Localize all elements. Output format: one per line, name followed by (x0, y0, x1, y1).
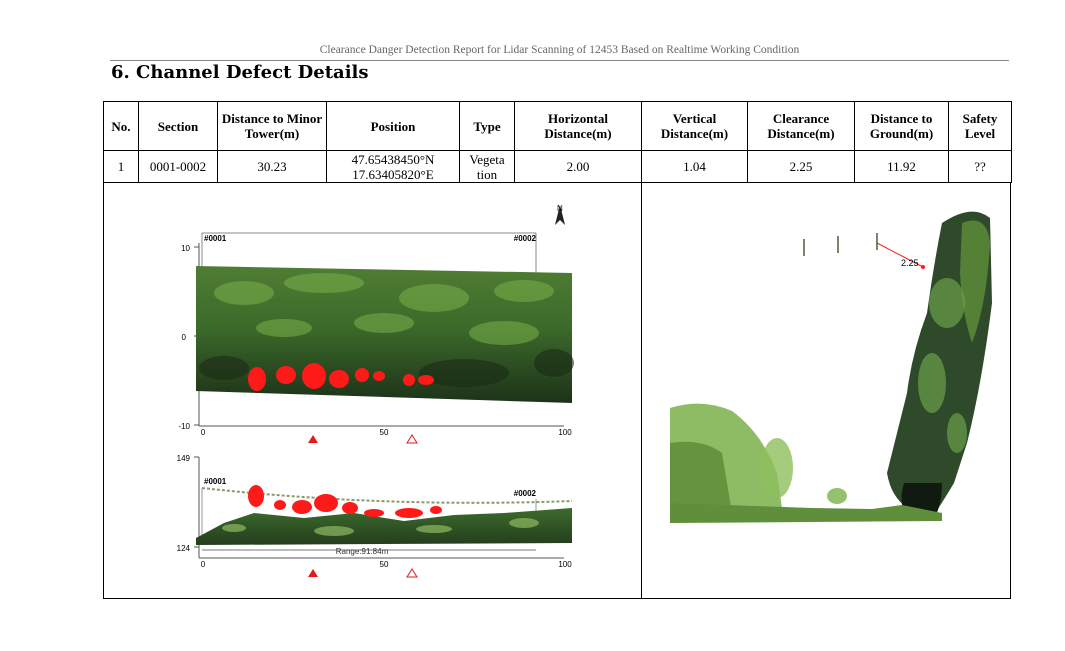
ground-cloud (670, 503, 942, 523)
marker-filled-icon (308, 435, 318, 443)
clearance-point (921, 265, 925, 269)
position-latitude: 47.65438450°N (351, 151, 435, 167)
conductor-markers (804, 233, 877, 256)
cell-vertical-distance: 1.04 (642, 151, 748, 183)
header-vertical-distance: Vertical Distance(m) (642, 102, 748, 151)
header-rule (110, 60, 1009, 61)
header-type: Type (460, 102, 515, 151)
profile-x-tick-0: 0 (200, 560, 206, 569)
profile-view (177, 454, 573, 577)
table-row (104, 151, 1012, 183)
profile-x-tick-50: 50 (379, 560, 389, 569)
point-cloud-svg (642, 183, 1010, 598)
cell-distance-to-minor-tower: 30.23 (218, 151, 327, 183)
marker-outline-icon (407, 435, 417, 443)
plan-view (178, 233, 574, 443)
header-clearance-distance: Clearance Distance(m) (748, 102, 855, 151)
cell-safety-level: ?? (949, 151, 1012, 183)
plan-y-tick-minus10: -10 (178, 422, 190, 431)
cell-horizontal-distance: 2.00 (515, 151, 642, 183)
profile-x-tick-100: 100 (558, 560, 572, 569)
plan-x-tick-0: 0 (200, 428, 206, 437)
type-line-2: tion (476, 166, 498, 182)
svg-text:N: N (557, 204, 563, 213)
channel-plan-profile-image (104, 183, 641, 598)
defect-images-panel (103, 183, 1011, 599)
report-header: Clearance Danger Detection Report for Lidar Scanning of 12453 Based on Realtime Working Condition (319, 44, 800, 56)
clearance-label: 2.25 (901, 258, 919, 268)
cell-clearance-distance: 2.25 (748, 151, 855, 183)
cell-distance-to-ground: 11.92 (855, 151, 949, 183)
plan-y-tick-10: 10 (181, 244, 190, 253)
position-longitude: 17.63405820°E (352, 166, 434, 182)
header-distance-to-minor-tower: Distance to Minor Tower(m) (218, 102, 327, 151)
profile-marker-filled-icon (308, 569, 318, 577)
north-arrow-icon (555, 204, 565, 225)
profile-y-tick-149: 149 (176, 454, 190, 463)
plan-y-tick-0: 0 (181, 333, 186, 342)
profile-marker-outline-icon (407, 569, 417, 577)
section-title: 6. Channel Defect Details (111, 62, 369, 83)
header-no: No. (104, 102, 139, 151)
cell-no: 1 (104, 151, 139, 183)
plan-tower-end-label: #0002 (513, 234, 536, 243)
cell-type (460, 151, 515, 183)
header-section: Section (139, 102, 218, 151)
header-safety-level: Safety Level (949, 102, 1012, 151)
profile-range-label: Range:91.84m (335, 547, 389, 556)
header-distance-to-ground: Distance to Ground(m) (855, 102, 949, 151)
type-line-1: Vegeta (469, 151, 505, 167)
cell-position (327, 151, 460, 183)
plan-tower-start-label: #0001 (204, 234, 227, 243)
plan-x-tick-50: 50 (379, 428, 389, 437)
plan-profile-svg (104, 183, 641, 598)
point-cloud-3d-image (642, 183, 1010, 598)
profile-tower-start-label: #0001 (204, 477, 227, 486)
plan-x-tick-100: 100 (558, 428, 572, 437)
defect-table (103, 101, 1012, 183)
table-header-row (104, 102, 1012, 151)
cell-section: 0001-0002 (139, 151, 218, 183)
profile-tower-end-label: #0002 (513, 489, 536, 498)
profile-y-tick-124: 124 (176, 544, 190, 553)
header-horizontal-distance: Horizontal Distance(m) (515, 102, 642, 151)
header-position: Position (327, 102, 460, 151)
